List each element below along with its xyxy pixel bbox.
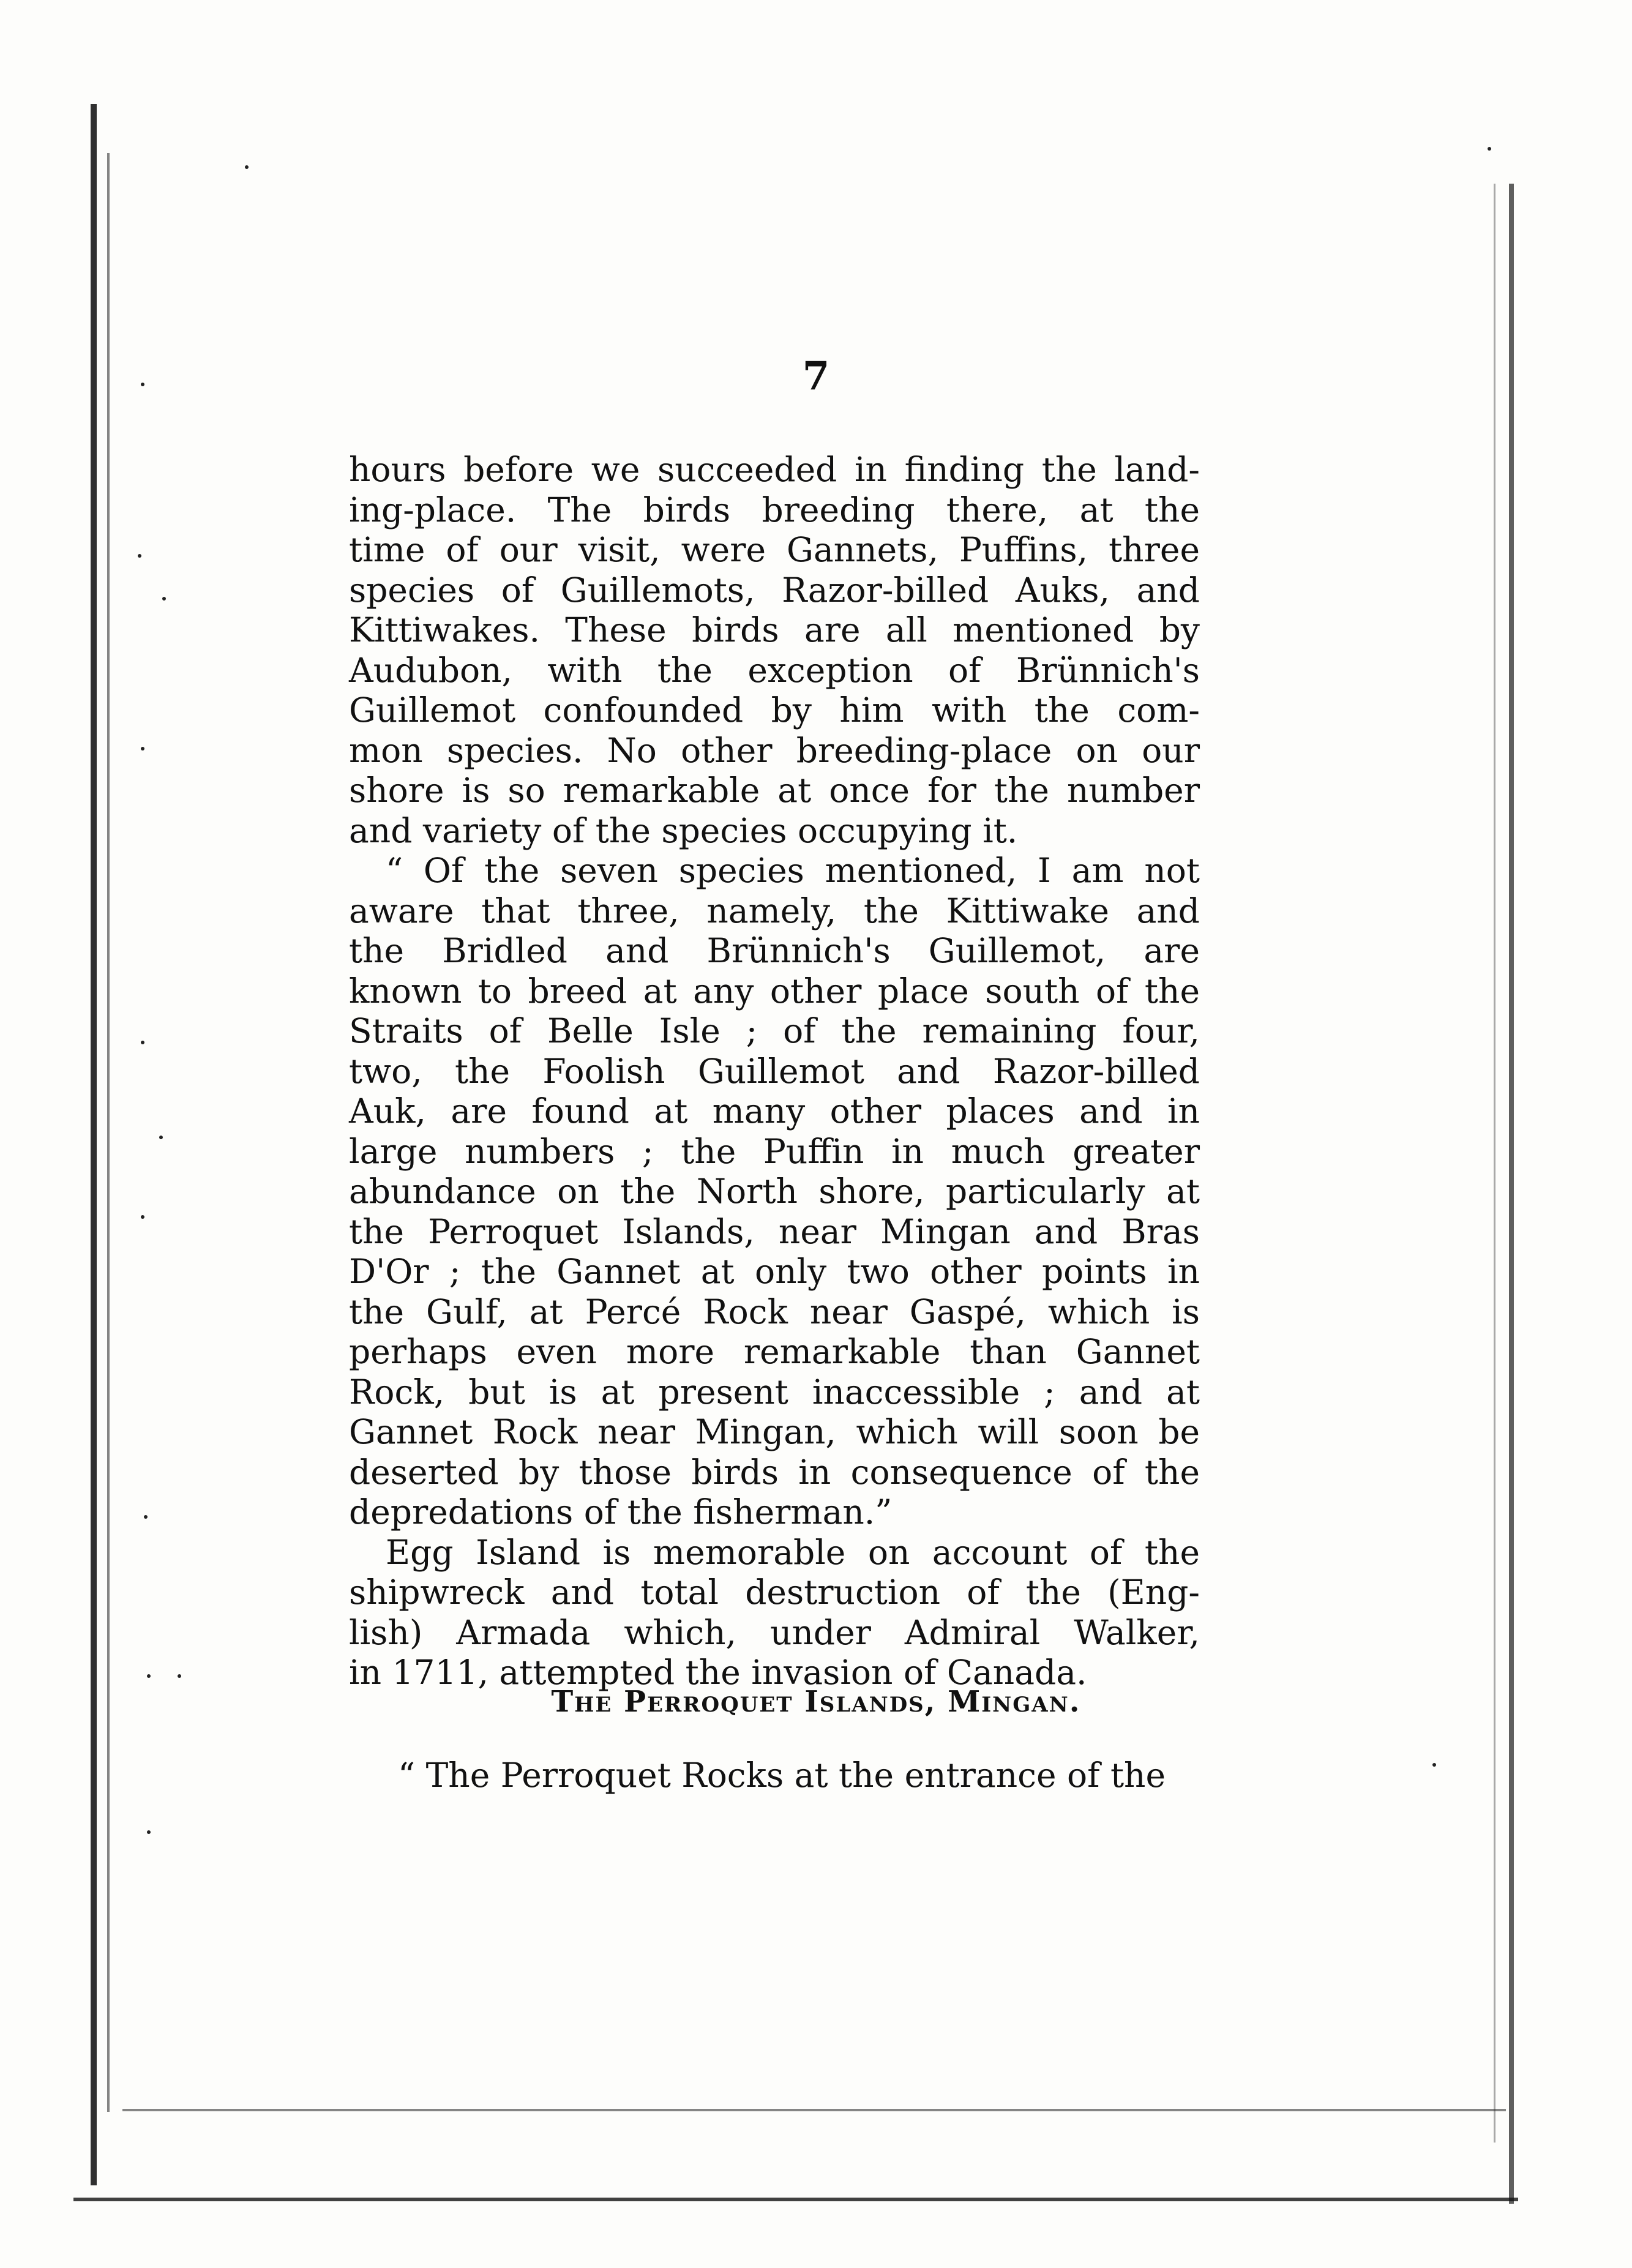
text-line: aware that three, namely, the Kittiwake and (349, 891, 1200, 930)
text-line: the Perroquet Islands, near Mingan and Bras (349, 1211, 1200, 1251)
scan-edge-left-inner (107, 153, 110, 2112)
scan-speck (141, 1215, 144, 1219)
text-line: the Bridled and Brünnich's Guillemot, are (349, 931, 1200, 970)
scan-speck (1488, 147, 1491, 151)
scan-speck (245, 165, 249, 169)
text-line: deserted by those birds in consequence of the (349, 1452, 1200, 1492)
scan-speck (138, 554, 141, 558)
text-line: lish) Armada which, under Admiral Walker, (349, 1612, 1200, 1652)
scan-speck (1432, 1763, 1436, 1767)
scan-edge-right (1509, 184, 1514, 2204)
text-line: Audubon, with the exception of Brünnich's (349, 650, 1200, 690)
text-line: shipwreck and total destruction of the (Eng- (349, 1573, 1200, 1612)
scan-speck (141, 747, 144, 750)
text-line: in 1711, attempted the invasion of Canada. (349, 1653, 1087, 1692)
scan-speck (162, 597, 166, 601)
text-line: species of Guillemots, Razor-billed Auks, and (349, 570, 1200, 610)
text-line: ing-place. The birds breeding there, at the (349, 490, 1200, 530)
text-line: Straits of Belle Isle ; of the remaining four, (349, 1011, 1200, 1050)
text-line: the Gulf, at Percé Rock near Gaspé, which is (349, 1292, 1200, 1331)
text-line: “ The Perroquet Rocks at the entrance of the (398, 1756, 1166, 1795)
text-line: abundance on the North shore, particularly at (349, 1172, 1200, 1211)
scan-speck (147, 1830, 151, 1834)
text-line: Rock, but is at present inaccessible ; and at (349, 1372, 1200, 1412)
text-line: time of our visit, were Gannets, Puffins, three (349, 530, 1200, 569)
body-text (349, 450, 1200, 1693)
scan-speck (178, 1674, 181, 1678)
text-line: mon species. No other breeding-place on our (349, 730, 1200, 770)
scan-speck (141, 1041, 144, 1044)
page-number: 7 (802, 353, 830, 399)
scan-bottom-edge (73, 2198, 1518, 2201)
text-line: Kittiwakes. These birds are all mentioned by (349, 610, 1200, 649)
scan-speck (147, 1674, 151, 1678)
text-line: Gannet Rock near Mingan, which will soon be (349, 1412, 1200, 1451)
scan-edge-left (91, 104, 97, 2185)
text-line: Auk, are found at many other places and in (349, 1091, 1200, 1131)
text-line: large numbers ; the Puffin in much greater (349, 1131, 1200, 1171)
scan-edge-right-inner (1494, 184, 1495, 2143)
text-line: two, the Foolish Guillemot and Razor-billed (349, 1051, 1200, 1091)
text-line: “ Of the seven species mentioned, I am not (386, 851, 1200, 890)
text-line: perhaps even more remarkable than Gannet (349, 1332, 1200, 1371)
text-line: D'Or ; the Gannet at only two other points in (349, 1252, 1200, 1291)
scan-speck (144, 1515, 148, 1519)
text-line: shore is so remarkable at once for the number (349, 771, 1200, 810)
scan-speck (159, 1136, 163, 1139)
section-heading: The Perroquet Islands, Mingan. (551, 1685, 1081, 1719)
text-line: known to breed at any other place south of the (349, 971, 1200, 1011)
text-line: Egg Island is memorable on account of the (386, 1532, 1200, 1572)
text-line: depredations of the fisherman.” (349, 1492, 893, 1532)
text-line: hours before we succeeded in finding the land- (349, 450, 1200, 489)
scan-bottom-rule (122, 2109, 1506, 2111)
text-line: and variety of the species occupying it. (349, 810, 1018, 850)
text-line: Guillemot confounded by him with the com- (349, 691, 1200, 730)
